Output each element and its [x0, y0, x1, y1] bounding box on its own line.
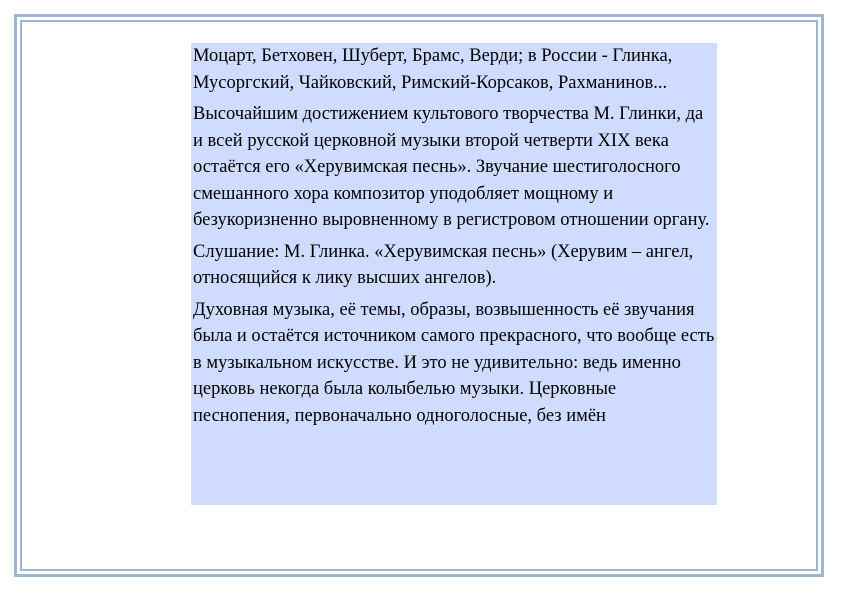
- paragraph-listening: Слушание: М. Глинка. «Херувимская песнь» (Херувим – ангел, относящийся к лику высших ангелов).: [193, 241, 694, 288]
- text-block: [191, 43, 717, 505]
- paragraph-glinka-cherubic: Высочайшим достижением культового творчества М. Глинки, да и всей русской церковной музыки второй четверти XIX века остаётся его «Херувимская песнь». Звучание шестиголосного смешанного хора композитор уподобляет мощному и безукоризненно выровненному в регистровом отношении органу.: [193, 104, 710, 230]
- paragraph-composers: Моцарт, Бетховен, Шуберт, Брамс, Верди; в России - Глинка, Мусоргский, Чайковский, Римский-Корсаков, Рахманинов...: [193, 46, 673, 93]
- paragraph-sacred-music: Духовная музыка, её темы, образы, возвышенность её звучания была и остаётся источником самого прекрасного, что вообще есть в музыкальном искусстве. И это не удивительно: ведь именно церковь некогда была колыбелью музыки. Церковные песнопения, первоначально одноголосные, без имён: [193, 299, 715, 426]
